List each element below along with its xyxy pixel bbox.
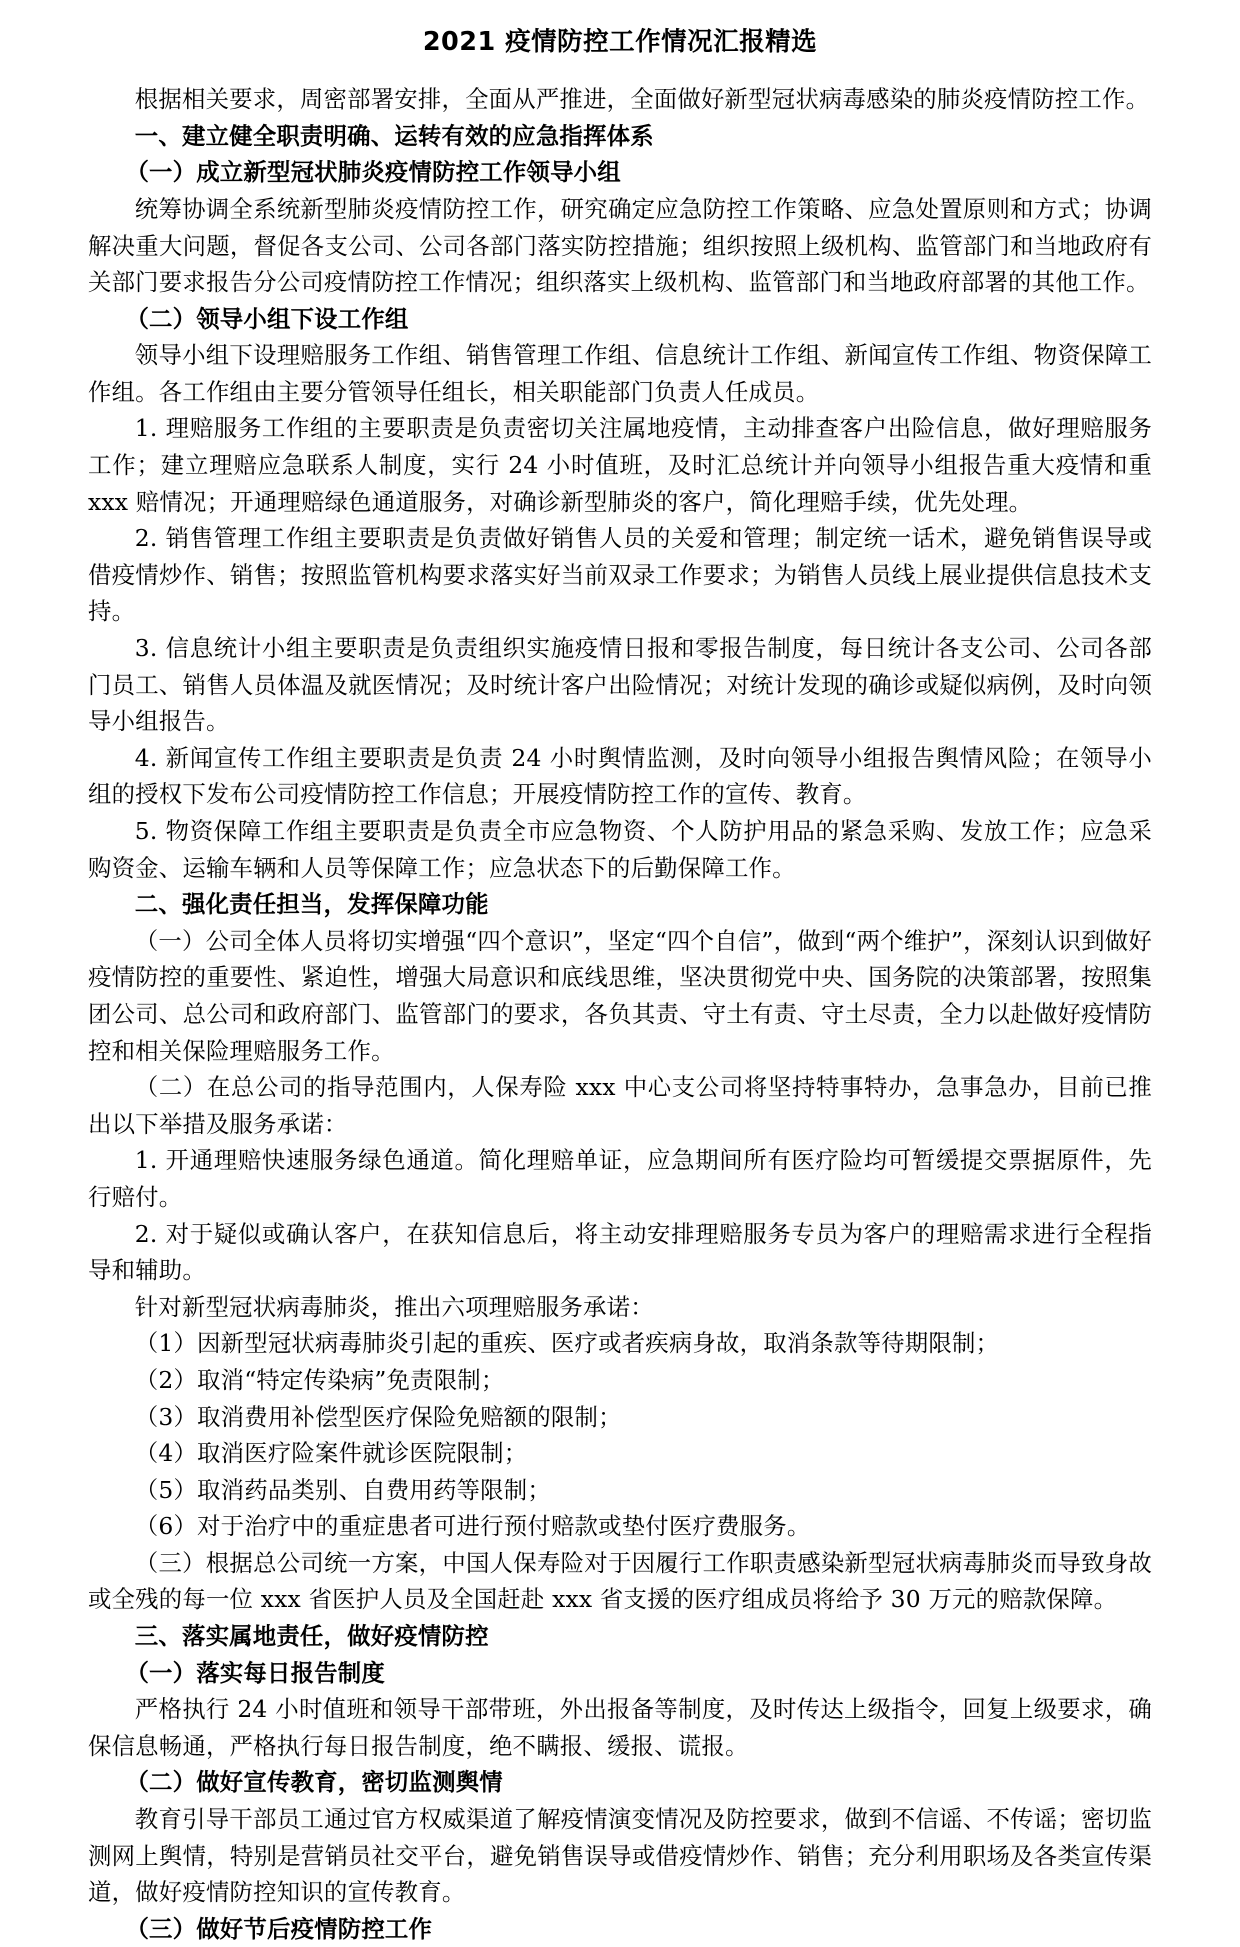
paragraph-1-2-body: 领导小组下设理赔服务工作组、销售管理工作组、信息统计工作组、新闻宣传工作组、物资保障工作组。各工作组由主要分管领导任组长，相关职能部门负责人任成员。 (88, 341, 1152, 406)
paragraph-3-1-body: 严格执行 24 小时值班和领导干部带班，外出报备等制度，及时传达上级指令，回复上级要求，确保信息畅通，严格执行每日报告制度，绝不瞒报、缓报、谎报。 (88, 1695, 1152, 1760)
promise-lead-in: 针对新型冠状病毒肺炎，推出六项理赔服务承诺： (134, 1292, 654, 1321)
subsection-heading-3-1: （一）落实每日报告制度 (125, 1658, 385, 1687)
promise-item-6: （6）对于治疗中的重症患者可进行预付赔款或垫付医疗费服务。 (134, 1512, 811, 1541)
promise-item-4: （4）取消医疗险案件就诊医院限制； (134, 1439, 528, 1468)
paragraph-2-3-body: （三）根据总公司统一方案，中国人保寿险对于因履行工作职责感染新型冠状病毒肺炎而导致身故或全残的每一位 xxx 省医护人员及全国赶赴 xxx 省支援的医疗组成员将给予 30 万元的赔款保障。 (88, 1548, 1152, 1614)
section-heading-1: 一、建立健全职责明确、运转有效的应急指挥体系 (134, 121, 654, 150)
section-heading-3: 三、落实属地责任，做好疫情防控 (134, 1622, 489, 1651)
measure-item-2: 2. 对于疑似或确认客户，在获知信息后，将主动安排理赔服务专员为客户的理赔需求进行全程指导和辅助。 (88, 1219, 1152, 1285)
subsection-heading-1-2: （二）领导小组下设工作组 (125, 304, 409, 333)
measure-item-1: 1. 开通理赔快速服务绿色通道。简化理赔单证，应急期间所有医疗险均可暂缓提交票据原件，先行赔付。 (88, 1146, 1152, 1211)
workgroup-item-5: 5. 物资保障工作组主要职责是负责全市应急物资、个人防护用品的紧急采购、发放工作；应急采购资金、运输车辆和人员等保障工作；应急状态下的后勤保障工作。 (88, 817, 1152, 882)
paragraph-2-1-body: （一）公司全体人员将切实增强“四个意识”，坚定“四个自信”，做到“两个维护”，深刻认识到做好疫情防控的重要性、紧迫性，增强大局意识和底线思维，坚决贯彻党中央、国务院的决策部署，按照集团公司、总公司和政府部门、监管部门的要求，各负其责、守土有责、守土尽责，全力以赴做好疫情防控和相关保险理赔服务工作。 (88, 926, 1152, 1065)
paragraph-2-2-body: （二）在总公司的指导范围内，人保寿险 xxx 中心支公司将坚持特事特办，急事急办，目前已推出以下举措及服务承诺： (88, 1073, 1152, 1138)
subsection-heading-1-1: （一）成立新型冠状肺炎疫情防控工作领导小组 (125, 158, 621, 187)
workgroup-item-2: 2. 销售管理工作组主要职责是负责做好销售人员的关爱和管理；制定统一话术，避免销售误导或借疫情炒作、销售；按照监管机构要求落实好当前双录工作要求；为销售人员线上展业提供信息技术支持。 (88, 524, 1152, 626)
promise-item-1: （1）因新型冠状病毒肺炎引起的重疾、医疗或者疾病身故，取消条款等待期限制； (134, 1329, 1000, 1358)
promise-item-2: （2）取消“特定传染病”免责限制； (134, 1365, 505, 1394)
promise-item-3: （3）取消费用补偿型医疗保险免赔额的限制； (134, 1402, 622, 1431)
paragraph-1-1-body: 统筹协调全系统新型肺炎疫情防控工作，研究确定应急防控工作策略、应急处置原则和方式；协调解决重大问题，督促各支公司、公司各部门落实防控措施；组织按照上级机构、监管部门和当地政府有关部门要求报告分公司疫情防控工作情况；组织落实上级机构、监管部门和当地政府部署的其他工作。 (88, 194, 1152, 297)
paragraph-3-2-body: 教育引导干部员工通过官方权威渠道了解疫情演变情况及防控要求，做到不信谣、不传谣；密切监测网上舆情，特别是营销员社交平台，避免销售误导或借疫情炒作、销售；充分利用职场及各类宣传渠道，做好疫情防控知识的宣传教育。 (88, 1805, 1152, 1907)
page-title: 2021 疫情防控工作情况汇报精选 (422, 27, 818, 57)
subsection-heading-3-2: （二）做好宣传教育，密切监测舆情 (125, 1768, 503, 1797)
workgroup-item-4: 4. 新闻宣传工作组主要职责是负责 24 小时舆情监测，及时向领导小组报告舆情风险；在领导小组的授权下发布公司疫情防控工作信息；开展疫情防控工作的宣传、教育。 (88, 743, 1152, 809)
subsection-heading-3-3: （三）做好节后疫情防控工作 (125, 1914, 433, 1943)
document-body (88, 81, 1152, 1947)
promise-item-5: （5）取消药品类别、自费用药等限制； (134, 1475, 551, 1504)
workgroup-item-3: 3. 信息统计小组主要职责是负责组织实施疫情日报和零报告制度，每日统计各支公司、公司各部门员工、销售人员体温及就医情况；及时统计客户出险情况；对统计发现的确诊或疑似病例，及时向领导小组报告。 (88, 634, 1152, 736)
section-heading-2: 二、强化责任担当，发挥保障功能 (134, 890, 489, 919)
intro-paragraph: 根据相关要求，周密部署安排，全面从严推进，全面做好新型冠状病毒感染的肺炎疫情防控工作。 (134, 85, 1150, 114)
workgroup-item-1: 1. 理赔服务工作组的主要职责是负责密切关注属地疫情，主动排查客户出险信息，做好理赔服务工作；建立理赔应急联系人制度，实行 24 小时值班，及时汇总统计并向领导小组报告重大疫情和重 xxx 赔情况；开通理赔绿色通道服务，对确诊新型肺炎的客户，简化理赔手续，优先处理。 (88, 414, 1152, 516)
